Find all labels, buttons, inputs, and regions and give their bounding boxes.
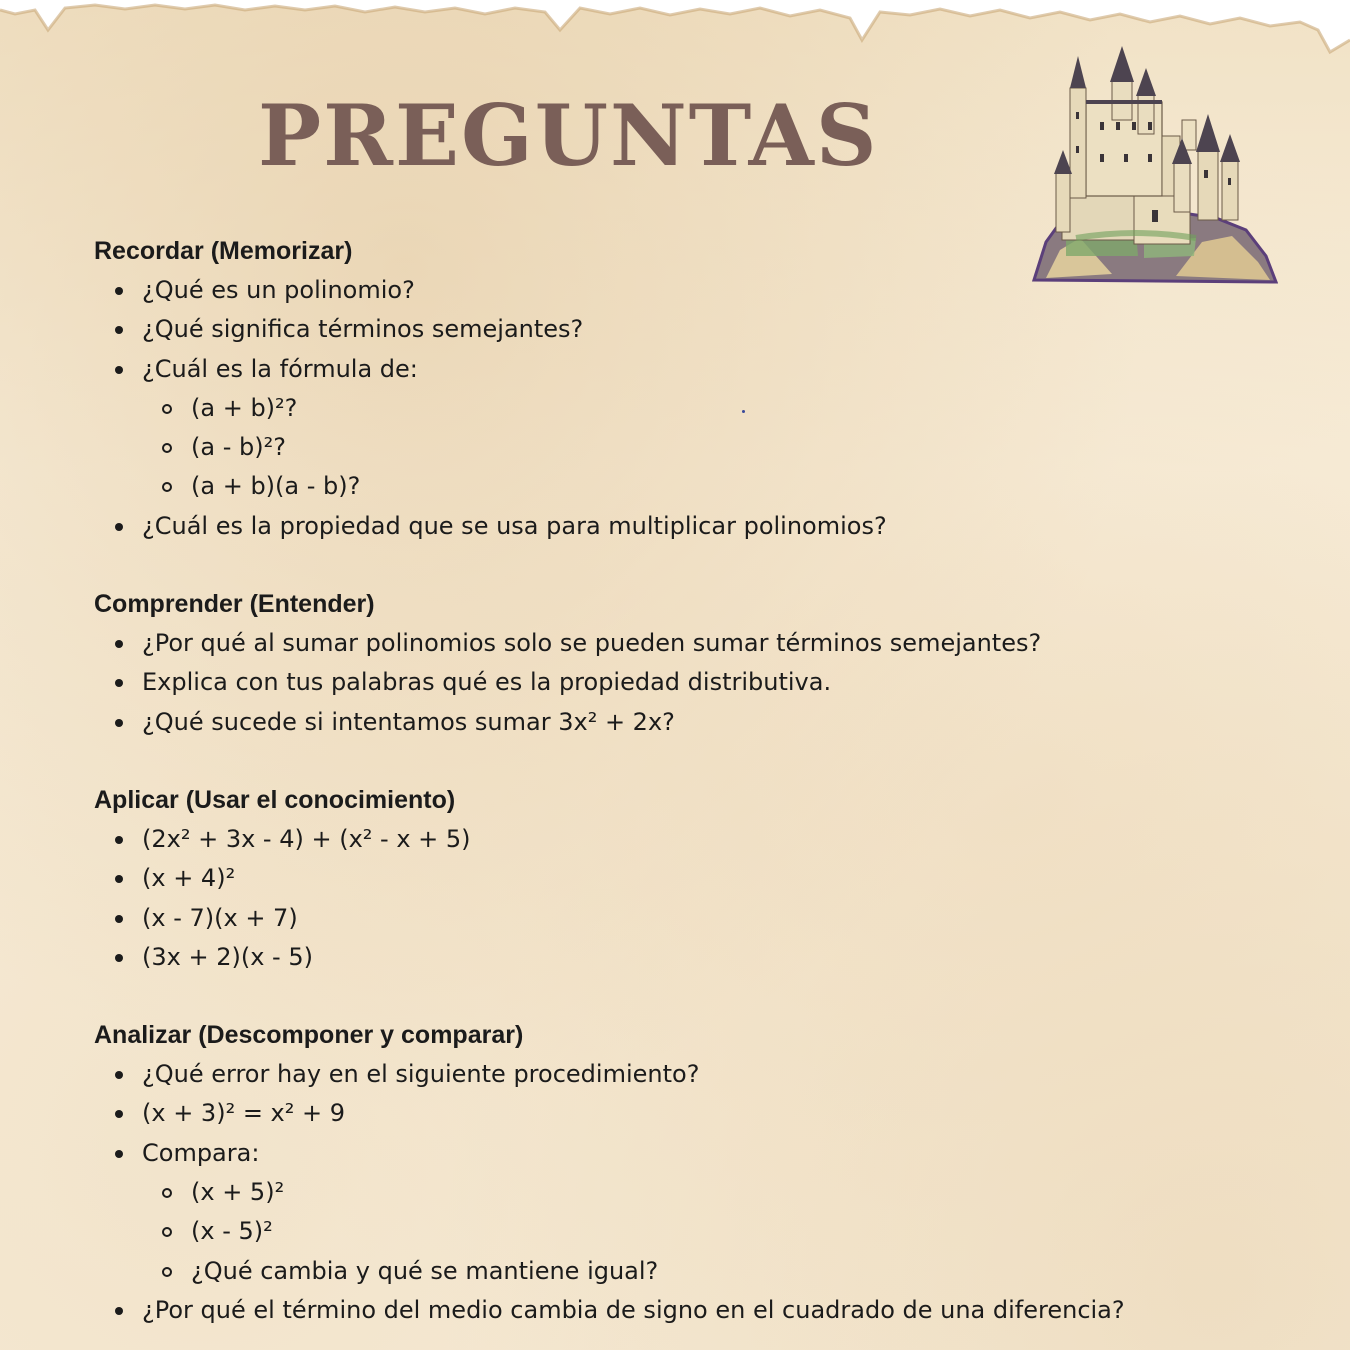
circle-bullet-icon [162, 443, 172, 453]
bullet-icon [115, 1071, 123, 1079]
sub-list-item [94, 389, 1294, 428]
question-text: (x - 7)(x + 7) [142, 903, 298, 932]
question-text: (x + 4)² [142, 864, 236, 893]
sub-list-item [94, 428, 1294, 467]
question-text: ¿Qué error hay en el siguiente procedimiento? [142, 1060, 700, 1089]
section-aplicar [94, 781, 1294, 977]
list-item [94, 271, 1294, 310]
question-text: (x - 5)² [191, 1217, 273, 1246]
list-item [94, 1291, 1294, 1330]
question-list [94, 271, 1294, 546]
circle-bullet-icon [162, 404, 172, 414]
circle-bullet-icon [162, 482, 172, 492]
question-text: ¿Qué cambia y qué se mantiene igual? [191, 1256, 659, 1285]
list-item [94, 820, 1294, 859]
question-text: (x + 5)² [191, 1178, 285, 1207]
bullet-icon [115, 1307, 123, 1315]
sub-list-item [94, 1173, 1294, 1212]
sub-list-item [94, 1212, 1294, 1251]
question-text: ¿Qué significa términos semejantes? [142, 315, 584, 344]
bullet-icon [115, 954, 123, 962]
bullet-icon [115, 523, 123, 531]
questions-content [94, 232, 1294, 1330]
list-item [94, 663, 1294, 702]
question-text: ¿Cuál es la propiedad que se usa para multiplicar polinomios? [142, 511, 887, 540]
section-recordar [94, 232, 1294, 546]
circle-bullet-icon [162, 1188, 172, 1198]
list-item [94, 1094, 1294, 1133]
question-text: ¿Cuál es la fórmula de: [142, 354, 418, 383]
question-text: (3x + 2)(x - 5) [142, 942, 313, 971]
list-item [94, 310, 1294, 349]
list-item [94, 507, 1294, 546]
list-item [94, 1134, 1294, 1173]
question-list [94, 1055, 1294, 1330]
bullet-icon [115, 836, 123, 844]
list-item [94, 859, 1294, 898]
section-heading: Aplicar (Usar el conocimiento) [94, 785, 456, 814]
circle-bullet-icon [162, 1227, 172, 1237]
question-text: ¿Por qué al sumar polinomios solo se pueden sumar términos semejantes? [142, 629, 1042, 658]
bullet-icon [115, 1150, 123, 1158]
circle-bullet-icon [162, 1267, 172, 1277]
bullet-icon [115, 915, 123, 923]
question-text: Compara: [142, 1138, 260, 1167]
list-item [94, 624, 1294, 663]
list-item [94, 899, 1294, 938]
sub-list-item [94, 467, 1294, 506]
question-text: (x + 3)² = x² + 9 [142, 1099, 346, 1128]
section-heading: Recordar (Memorizar) [94, 237, 353, 265]
section-analizar [94, 1016, 1294, 1330]
question-text: ¿Qué sucede si intentamos sumar 3x² + 2x? [142, 707, 675, 736]
section-heading: Comprender (Entender) [94, 590, 375, 619]
bullet-icon [115, 679, 123, 687]
list-item [94, 703, 1294, 742]
section-heading: Analizar (Descomponer y comparar) [94, 1021, 524, 1050]
bullet-icon [115, 640, 123, 648]
question-text: (a - b)²? [191, 433, 286, 462]
section-comprender [94, 585, 1294, 742]
question-text: (a + b)²? [191, 393, 298, 422]
question-list [94, 624, 1294, 742]
bullet-icon [115, 366, 123, 374]
list-item [94, 1055, 1294, 1094]
list-item [94, 350, 1294, 389]
page-title: PREGUNTAS [258, 86, 879, 185]
question-text: ¿Qué es un polinomio? [142, 276, 415, 304]
question-text: (a + b)(a - b)? [191, 472, 361, 501]
bullet-icon [115, 326, 123, 334]
question-text: (2x² + 3x - 4) + (x² - x + 5) [142, 824, 471, 853]
question-text: Explica con tus palabras qué es la propiedad distributiva. [142, 668, 832, 697]
bullet-icon [115, 1110, 123, 1118]
bullet-icon [115, 875, 123, 883]
bullet-icon [115, 287, 123, 295]
sub-list-item [94, 1252, 1294, 1291]
question-list [94, 820, 1294, 977]
list-item [94, 938, 1294, 977]
question-text: ¿Por qué el término del medio cambia de signo en el cuadrado de una diferencia? [142, 1295, 1125, 1324]
bullet-icon [115, 719, 123, 727]
